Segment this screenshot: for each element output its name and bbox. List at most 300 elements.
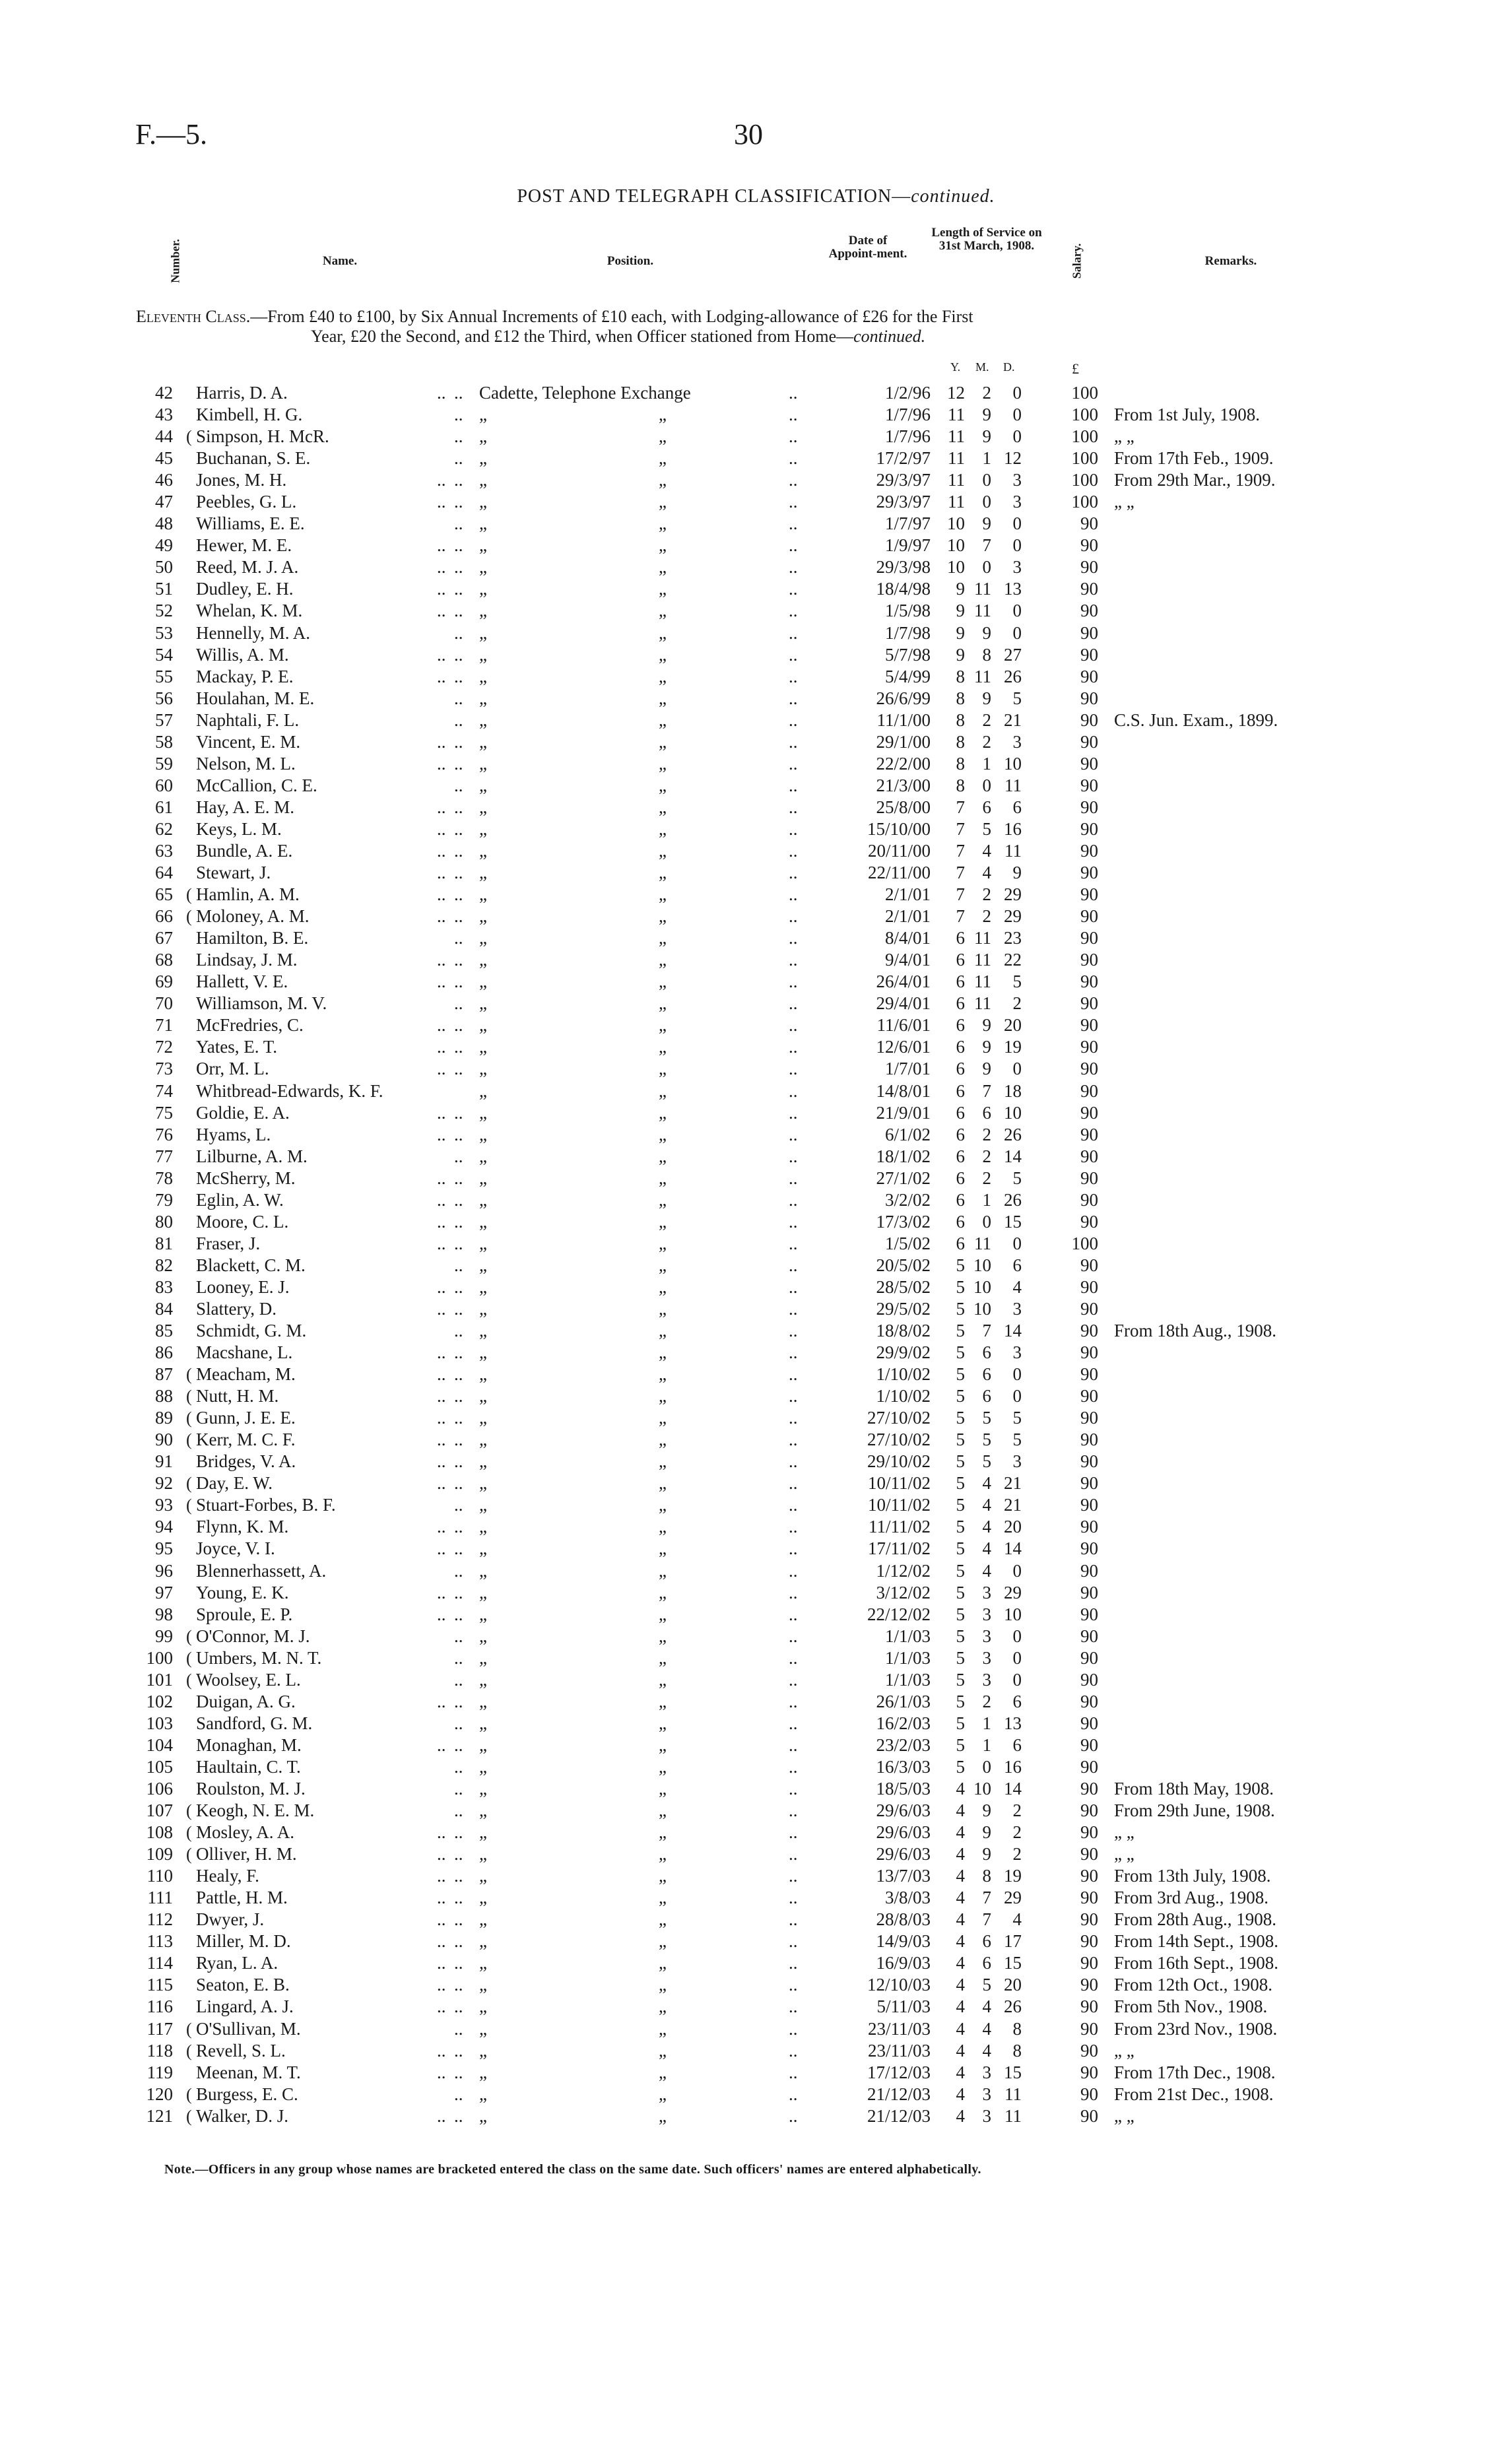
row-leader: .. [454,644,463,665]
header-length-of-service: Length of Service on 31st March, 1908. [931,226,1042,253]
row-years: 8 [956,709,965,730]
row-leader: .. [437,1604,446,1624]
row-date: 20/11/00 [867,840,931,861]
row-salary: 90 [1080,2105,1098,2126]
row-date: 18/1/02 [876,1146,931,1166]
row-years: 5 [956,1582,965,1602]
row-position: „ [479,1626,487,1646]
row-days: 26 [1004,1124,1022,1144]
row-years: 5 [956,1364,965,1385]
row-number: 68 [155,950,173,970]
row-days: 6 [1012,1691,1022,1711]
row-leader: .. [437,1931,446,1952]
row-leader: .. [789,1909,798,1930]
row-leader: .. [789,753,798,774]
row-leader: .. [789,1342,798,1363]
row-years: 4 [956,2062,965,2082]
row-position: „ [479,1342,487,1363]
row-years: 8 [956,688,965,708]
row-months: 9 [982,405,991,425]
row-leader: .. [437,644,446,665]
row-position-ditto: „ [659,2018,667,2039]
row-position-ditto: „ [659,928,667,948]
row-days: 5 [1012,972,1022,992]
row-position: „ [479,1931,487,1952]
row-leader: .. [454,972,463,992]
row-salary: 90 [1080,1124,1098,1144]
row-years: 5 [956,1342,965,1363]
table-row [0,1494,1512,1516]
row-position-ditto: „ [659,1713,667,1733]
row-date: 27/10/02 [867,1408,931,1428]
row-salary: 90 [1080,1517,1098,1537]
row-leader: .. [789,1473,798,1494]
row-leader: .. [789,1080,798,1101]
table-row [0,775,1512,797]
row-leader: .. [437,863,446,883]
row-leader: .. [454,1647,463,1668]
row-bracket: ( [186,427,192,447]
row-leader: .. [454,1931,463,1952]
row-leader: .. [789,709,798,730]
row-bracket: ( [186,1408,192,1428]
row-salary: 90 [1080,1888,1098,1908]
row-leader: .. [454,448,463,469]
row-name: Hewer, M. E. [196,535,292,556]
row-position-ditto: „ [659,1015,667,1036]
row-years: 4 [956,1800,965,1821]
row-date: 21/9/01 [876,1102,931,1123]
header-name: Name. [322,254,358,268]
row-months: 11 [974,950,991,970]
row-position-ditto: „ [659,1211,667,1232]
row-leader: .. [789,1975,798,1995]
row-date: 3/12/02 [876,1582,931,1602]
row-date: 27/1/02 [876,1168,931,1188]
row-number: 61 [155,797,173,817]
row-leader: .. [454,1800,463,1821]
row-remarks: „ „ [1114,2105,1134,2126]
row-leader: .. [437,1102,446,1123]
row-leader: .. [454,884,463,905]
row-position: „ [479,1146,487,1166]
row-name: Moloney, A. M. [196,906,310,927]
row-leader: .. [789,906,798,927]
row-months: 7 [982,1321,991,1341]
row-salary: 90 [1080,1669,1098,1690]
row-position: „ [479,1233,487,1253]
table-row [0,1538,1512,1560]
row-date: 11/6/01 [876,1015,931,1036]
row-leader: .. [789,1168,798,1188]
row-leader: .. [789,840,798,861]
row-months: 11 [974,993,991,1014]
row-leader: .. [454,2018,463,2039]
row-name: Nelson, M. L. [196,753,296,774]
row-name: Pattle, H. M. [196,1888,288,1908]
row-leader: .. [454,383,463,403]
table-row [0,491,1512,513]
row-position-ditto: „ [659,1888,667,1908]
header-number: Number. [168,239,182,283]
row-leader: .. [437,1408,446,1428]
row-position-ditto: „ [659,1451,667,1472]
row-days: 3 [1012,557,1022,577]
row-days: 0 [1012,383,1022,403]
row-number: 72 [155,1037,173,1057]
row-years: 5 [956,1430,965,1450]
row-leader: .. [789,1800,798,1821]
table-row [0,666,1512,688]
row-name: Williams, E. E. [196,513,305,534]
row-position-ditto: „ [659,1669,667,1690]
table-row [0,1930,1512,1952]
row-days: 6 [1012,1255,1022,1275]
row-salary: 90 [1080,2040,1098,2061]
row-leader: .. [789,1844,798,1864]
row-salary: 90 [1080,993,1098,1014]
row-leader: .. [789,1037,798,1057]
row-leader: .. [454,775,463,795]
row-name: Whelan, K. M. [196,601,303,621]
row-leader: .. [789,2018,798,2039]
row-salary: 90 [1080,1364,1098,1385]
table-row [0,971,1512,993]
row-leader: .. [437,2105,446,2126]
table-row [0,1996,1512,2018]
row-salary: 90 [1080,1102,1098,1123]
row-days: 20 [1004,1015,1022,1036]
row-position-ditto: „ [659,1168,667,1188]
row-leader: .. [437,1298,446,1319]
row-leader: .. [789,1582,798,1602]
row-salary: 90 [1080,601,1098,621]
row-position-ditto: „ [659,405,667,425]
row-months: 5 [982,1451,991,1472]
row-position: „ [479,1364,487,1385]
row-leader: .. [437,579,446,599]
row-date: 27/10/02 [867,1430,931,1450]
row-days: 3 [1012,1298,1022,1319]
row-years: 11 [948,448,965,469]
row-position-ditto: „ [659,1756,667,1777]
row-days: 21 [1004,1473,1022,1494]
row-months: 4 [982,1538,991,1559]
row-position-ditto: „ [659,1255,667,1275]
row-leader: .. [789,731,798,752]
row-salary: 90 [1080,797,1098,817]
row-position: „ [479,884,487,905]
row-number: 97 [155,1582,173,1602]
row-number: 65 [155,884,173,905]
row-months: 10 [973,1298,991,1319]
row-number: 78 [155,1168,173,1188]
row-date: 22/12/02 [867,1604,931,1624]
row-salary: 90 [1080,1321,1098,1341]
row-months: 7 [982,535,991,556]
row-date: 22/2/00 [876,753,931,774]
row-leader: .. [437,1473,446,1494]
row-months: 9 [982,1800,991,1821]
table-row [0,1080,1512,1102]
table-row [0,1364,1512,1385]
table-row [0,578,1512,600]
row-number: 62 [155,818,173,839]
row-months: 9 [982,426,991,447]
row-years: 6 [956,1037,965,1057]
row-leader: .. [454,1626,463,1646]
row-position-ditto: „ [659,1647,667,1668]
table-row [0,1952,1512,1974]
row-leader: .. [437,1342,446,1363]
row-months: 11 [974,666,991,686]
row-number: 92 [155,1473,173,1494]
row-leader: .. [789,1713,798,1733]
row-name: Blennerhassett, A. [196,1560,327,1581]
row-leader: .. [789,2040,798,2061]
row-years: 4 [956,1996,965,2017]
table-row [0,535,1512,556]
row-leader: .. [789,928,798,948]
row-months: 11 [974,972,991,992]
row-remarks: From 29th Mar., 1909. [1114,470,1276,490]
row-date: 25/8/00 [876,797,931,817]
page-title [0,186,1512,207]
row-leader: .. [454,906,463,927]
row-salary: 90 [1080,753,1098,774]
row-months: 0 [982,492,991,512]
row-number: 101 [146,1669,173,1690]
row-name: Peebles, G. L. [196,492,297,512]
row-years: 5 [956,1560,965,1581]
row-position: „ [479,906,487,927]
row-position: „ [479,1691,487,1711]
row-leader: .. [789,1888,798,1908]
row-name: Slattery, D. [196,1298,277,1319]
row-remarks: From 17th Dec., 1908. [1114,2062,1276,2082]
row-years: 7 [956,797,965,817]
row-leader: .. [454,2084,463,2104]
row-position: „ [479,1756,487,1777]
row-date: 10/11/02 [867,1473,931,1494]
row-position: „ [479,601,487,621]
row-name: Revell, S. L. [196,2040,286,2061]
row-date: 29/3/97 [876,470,931,490]
row-leader: .. [454,818,463,839]
row-salary: 90 [1080,1473,1098,1494]
row-position: „ [479,1408,487,1428]
row-number: 76 [155,1124,173,1144]
row-days: 6 [1012,1734,1022,1755]
row-salary: 90 [1080,513,1098,534]
row-months: 8 [982,1866,991,1886]
table-row [0,1626,1512,1647]
row-leader: .. [437,884,446,905]
row-years: 7 [956,818,965,839]
table-row [0,1320,1512,1342]
row-number: 83 [155,1276,173,1297]
row-remarks: From 21st Dec., 1908. [1114,2084,1274,2104]
table-row [0,1887,1512,1909]
row-name: Walker, D. J. [196,2105,288,2126]
row-name: Young, E. K. [196,1582,289,1602]
row-position: „ [479,993,487,1014]
row-leader: .. [454,1822,463,1843]
row-days: 11 [1004,2105,1022,2126]
row-leader: .. [454,1189,463,1210]
row-position: „ [479,1713,487,1733]
row-number: 86 [155,1342,173,1363]
row-salary: 90 [1080,950,1098,970]
row-date: 17/12/03 [867,2062,931,2082]
row-months: 10 [973,1779,991,1798]
row-months: 11 [974,1233,991,1253]
row-days: 29 [1004,906,1022,927]
row-position: „ [479,1255,487,1275]
row-leader: .. [789,1669,798,1690]
row-days: 17 [1004,1931,1022,1952]
table-row [0,1385,1512,1407]
row-position-ditto: „ [659,579,667,599]
row-days: 14 [1004,1321,1022,1341]
row-number: 51 [155,579,173,599]
row-salary: 90 [1080,1538,1098,1559]
row-months: 6 [982,1386,991,1406]
row-position-ditto: „ [659,644,667,665]
row-number: 52 [155,601,173,621]
row-days: 15 [1004,2062,1022,2082]
row-salary: 90 [1080,622,1098,643]
row-number: 113 [147,1931,173,1952]
row-position: „ [479,688,487,708]
row-name: Burgess, E. C. [196,2084,298,2104]
row-leader: .. [437,666,446,686]
row-date: 29/3/98 [876,557,931,577]
row-years: 5 [956,1734,965,1755]
row-salary: 90 [1080,1975,1098,1995]
row-date: 16/3/03 [876,1756,931,1777]
row-position: „ [479,1844,487,1864]
row-number: 115 [147,1975,173,1995]
row-salary: 90 [1080,1866,1098,1886]
row-years: 6 [956,1211,965,1232]
row-name: Bridges, V. A. [196,1451,296,1472]
row-position: „ [479,1276,487,1297]
row-number: 120 [146,2084,173,2104]
row-months: 6 [982,1931,991,1952]
row-years: 6 [956,1059,965,1079]
row-months: 3 [982,2062,991,2082]
row-leader: .. [789,470,798,490]
row-date: 17/3/02 [876,1211,931,1232]
row-leader: .. [789,1734,798,1755]
table-row [0,1036,1512,1058]
table-row [0,1429,1512,1451]
row-days: 5 [1012,1408,1022,1428]
row-name: Meacham, M. [196,1364,296,1385]
row-number: 112 [147,1909,173,1930]
row-leader: .. [454,928,463,948]
row-years: 8 [956,731,965,752]
row-days: 11 [1004,775,1022,795]
row-number: 74 [155,1080,173,1101]
row-months: 4 [982,1996,991,2017]
row-leader: .. [437,1386,446,1406]
row-position: „ [479,1996,487,2017]
row-date: 26/6/99 [876,688,931,708]
row-years: 5 [956,1604,965,1624]
row-days: 6 [1012,797,1022,817]
row-date: 29/6/03 [876,1800,931,1821]
row-number: 104 [146,1734,173,1755]
row-bracket: ( [186,2019,192,2039]
row-years: 8 [956,666,965,686]
row-days: 22 [1004,950,1022,970]
row-salary: 100 [1071,383,1098,403]
row-date: 13/7/03 [876,1866,931,1886]
row-leader: .. [454,1408,463,1428]
row-salary: 90 [1080,1713,1098,1733]
row-name: O'Sullivan, M. [196,2018,301,2039]
row-number: 111 [147,1888,173,1908]
row-months: 1 [982,753,991,774]
table-row [0,447,1512,469]
row-salary: 90 [1080,1647,1098,1668]
row-name: Seaton, E. B. [196,1975,290,1995]
row-salary: 90 [1080,1626,1098,1646]
row-salary: 90 [1080,1931,1098,1952]
row-bracket: ( [186,907,192,927]
row-number: 53 [155,622,173,643]
table-row [0,1298,1512,1320]
row-position-ditto: „ [659,1538,667,1559]
table-row [0,644,1512,666]
row-years: 6 [956,993,965,1014]
footnote: Note.—Officers in any group whose names are bracketed entered the class on the same date. Such officers' names are entered alphabetically. [164,2162,981,2177]
row-salary: 90 [1080,1734,1098,1755]
row-months: 4 [982,1495,991,1515]
row-leader: .. [789,1538,798,1559]
row-leader: .. [789,1626,798,1646]
row-number: 42 [155,383,173,403]
row-months: 0 [982,1756,991,1777]
row-remarks: „ „ [1114,2040,1134,2061]
row-days: 0 [1012,1669,1022,1690]
row-number: 63 [155,840,173,861]
unit-years: Y. [950,360,961,374]
row-leader: .. [789,950,798,970]
table-row [0,1756,1512,1778]
row-leader: .. [454,1430,463,1450]
row-leader: .. [437,1822,446,1843]
row-salary: 90 [1080,1298,1098,1319]
row-days: 29 [1004,1582,1022,1602]
row-leader: .. [454,1451,463,1472]
row-number: 94 [155,1517,173,1537]
row-days: 3 [1012,1342,1022,1363]
row-salary: 90 [1080,579,1098,599]
table-row [0,1582,1512,1604]
row-months: 10 [973,1255,991,1275]
row-years: 4 [956,2040,965,2061]
row-date: 16/9/03 [876,1953,931,1973]
table-row [0,1189,1512,1211]
row-months: 4 [982,840,991,861]
row-days: 21 [1004,1495,1022,1515]
row-leader: .. [789,1233,798,1253]
row-days: 3 [1012,1451,1022,1472]
row-leader: .. [437,797,446,817]
